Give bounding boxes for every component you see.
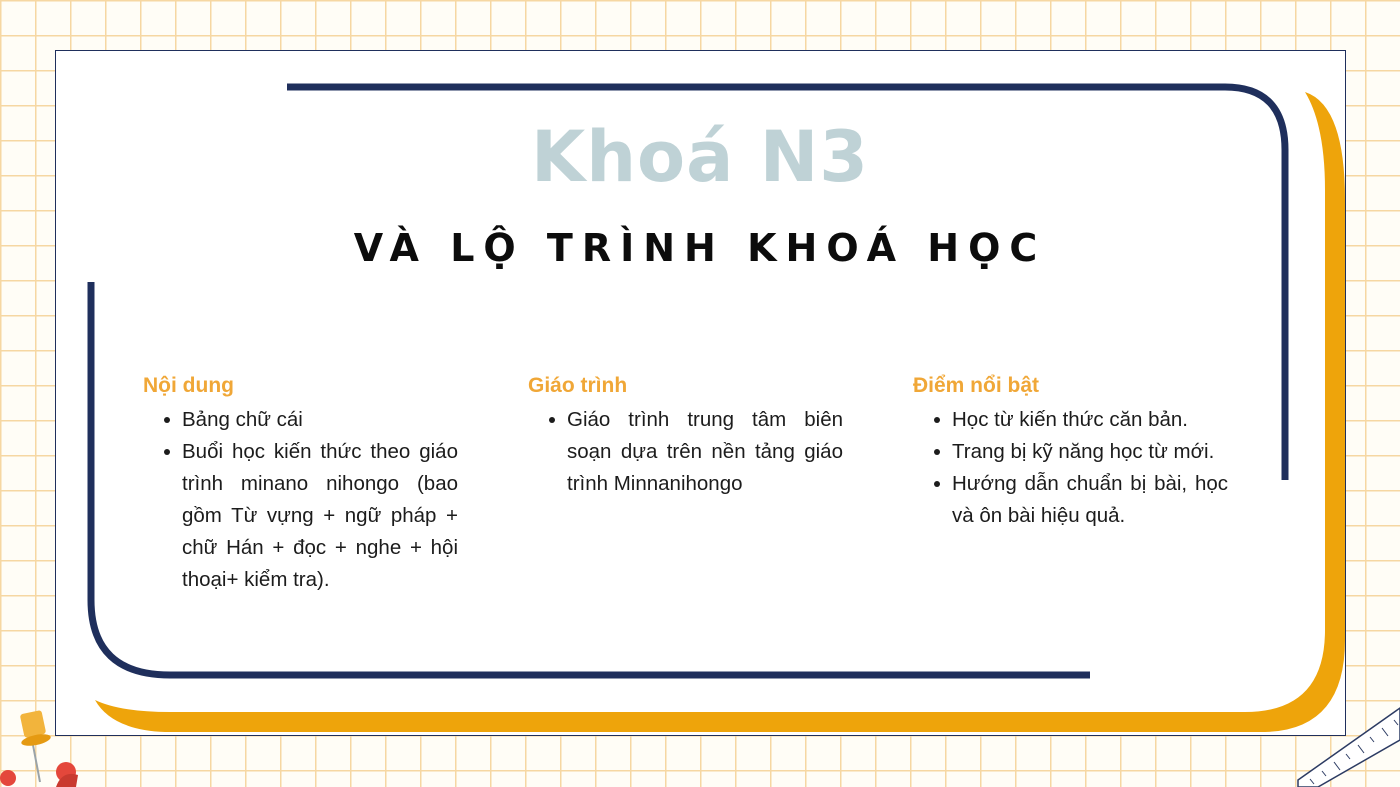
slide-title: Khoá N3 [530,116,870,198]
bullet-list [528,404,843,500]
column-heading: Giáo trình [528,374,628,397]
bullet-list [913,404,1228,532]
curriculum-column [528,372,843,500]
column-heading: Điểm nổi bật [913,374,1040,397]
pushpin-icon [20,710,52,782]
slide-subtitle: VÀ LỘ TRÌNH KHOÁ HỌC [353,226,1047,270]
list-item: Học từ kiến thức căn bản. [952,404,1228,436]
highlights-column [913,372,1228,532]
list-item: Bảng chữ cái [182,404,458,436]
list-item: Giáo trình trung tâm biên soạn dựa trên nền tảng giáo trình Minnanihongo [567,404,843,500]
list-item: Hướng dẫn chuẩn bị bài, học và ôn bài hiệu quả. [952,468,1228,532]
column-heading: Nội dung [143,374,234,397]
list-item: Buổi học kiến thức theo giáo trình minano nihongo (bao gồm Từ vựng + ngữ pháp + chữ Hán + đọc + nghe + hội thoại+ kiểm tra). [182,436,458,596]
content-column [143,372,458,596]
bullet-list [143,404,458,596]
list-item: Trang bị kỹ năng học từ mới. [952,436,1228,468]
